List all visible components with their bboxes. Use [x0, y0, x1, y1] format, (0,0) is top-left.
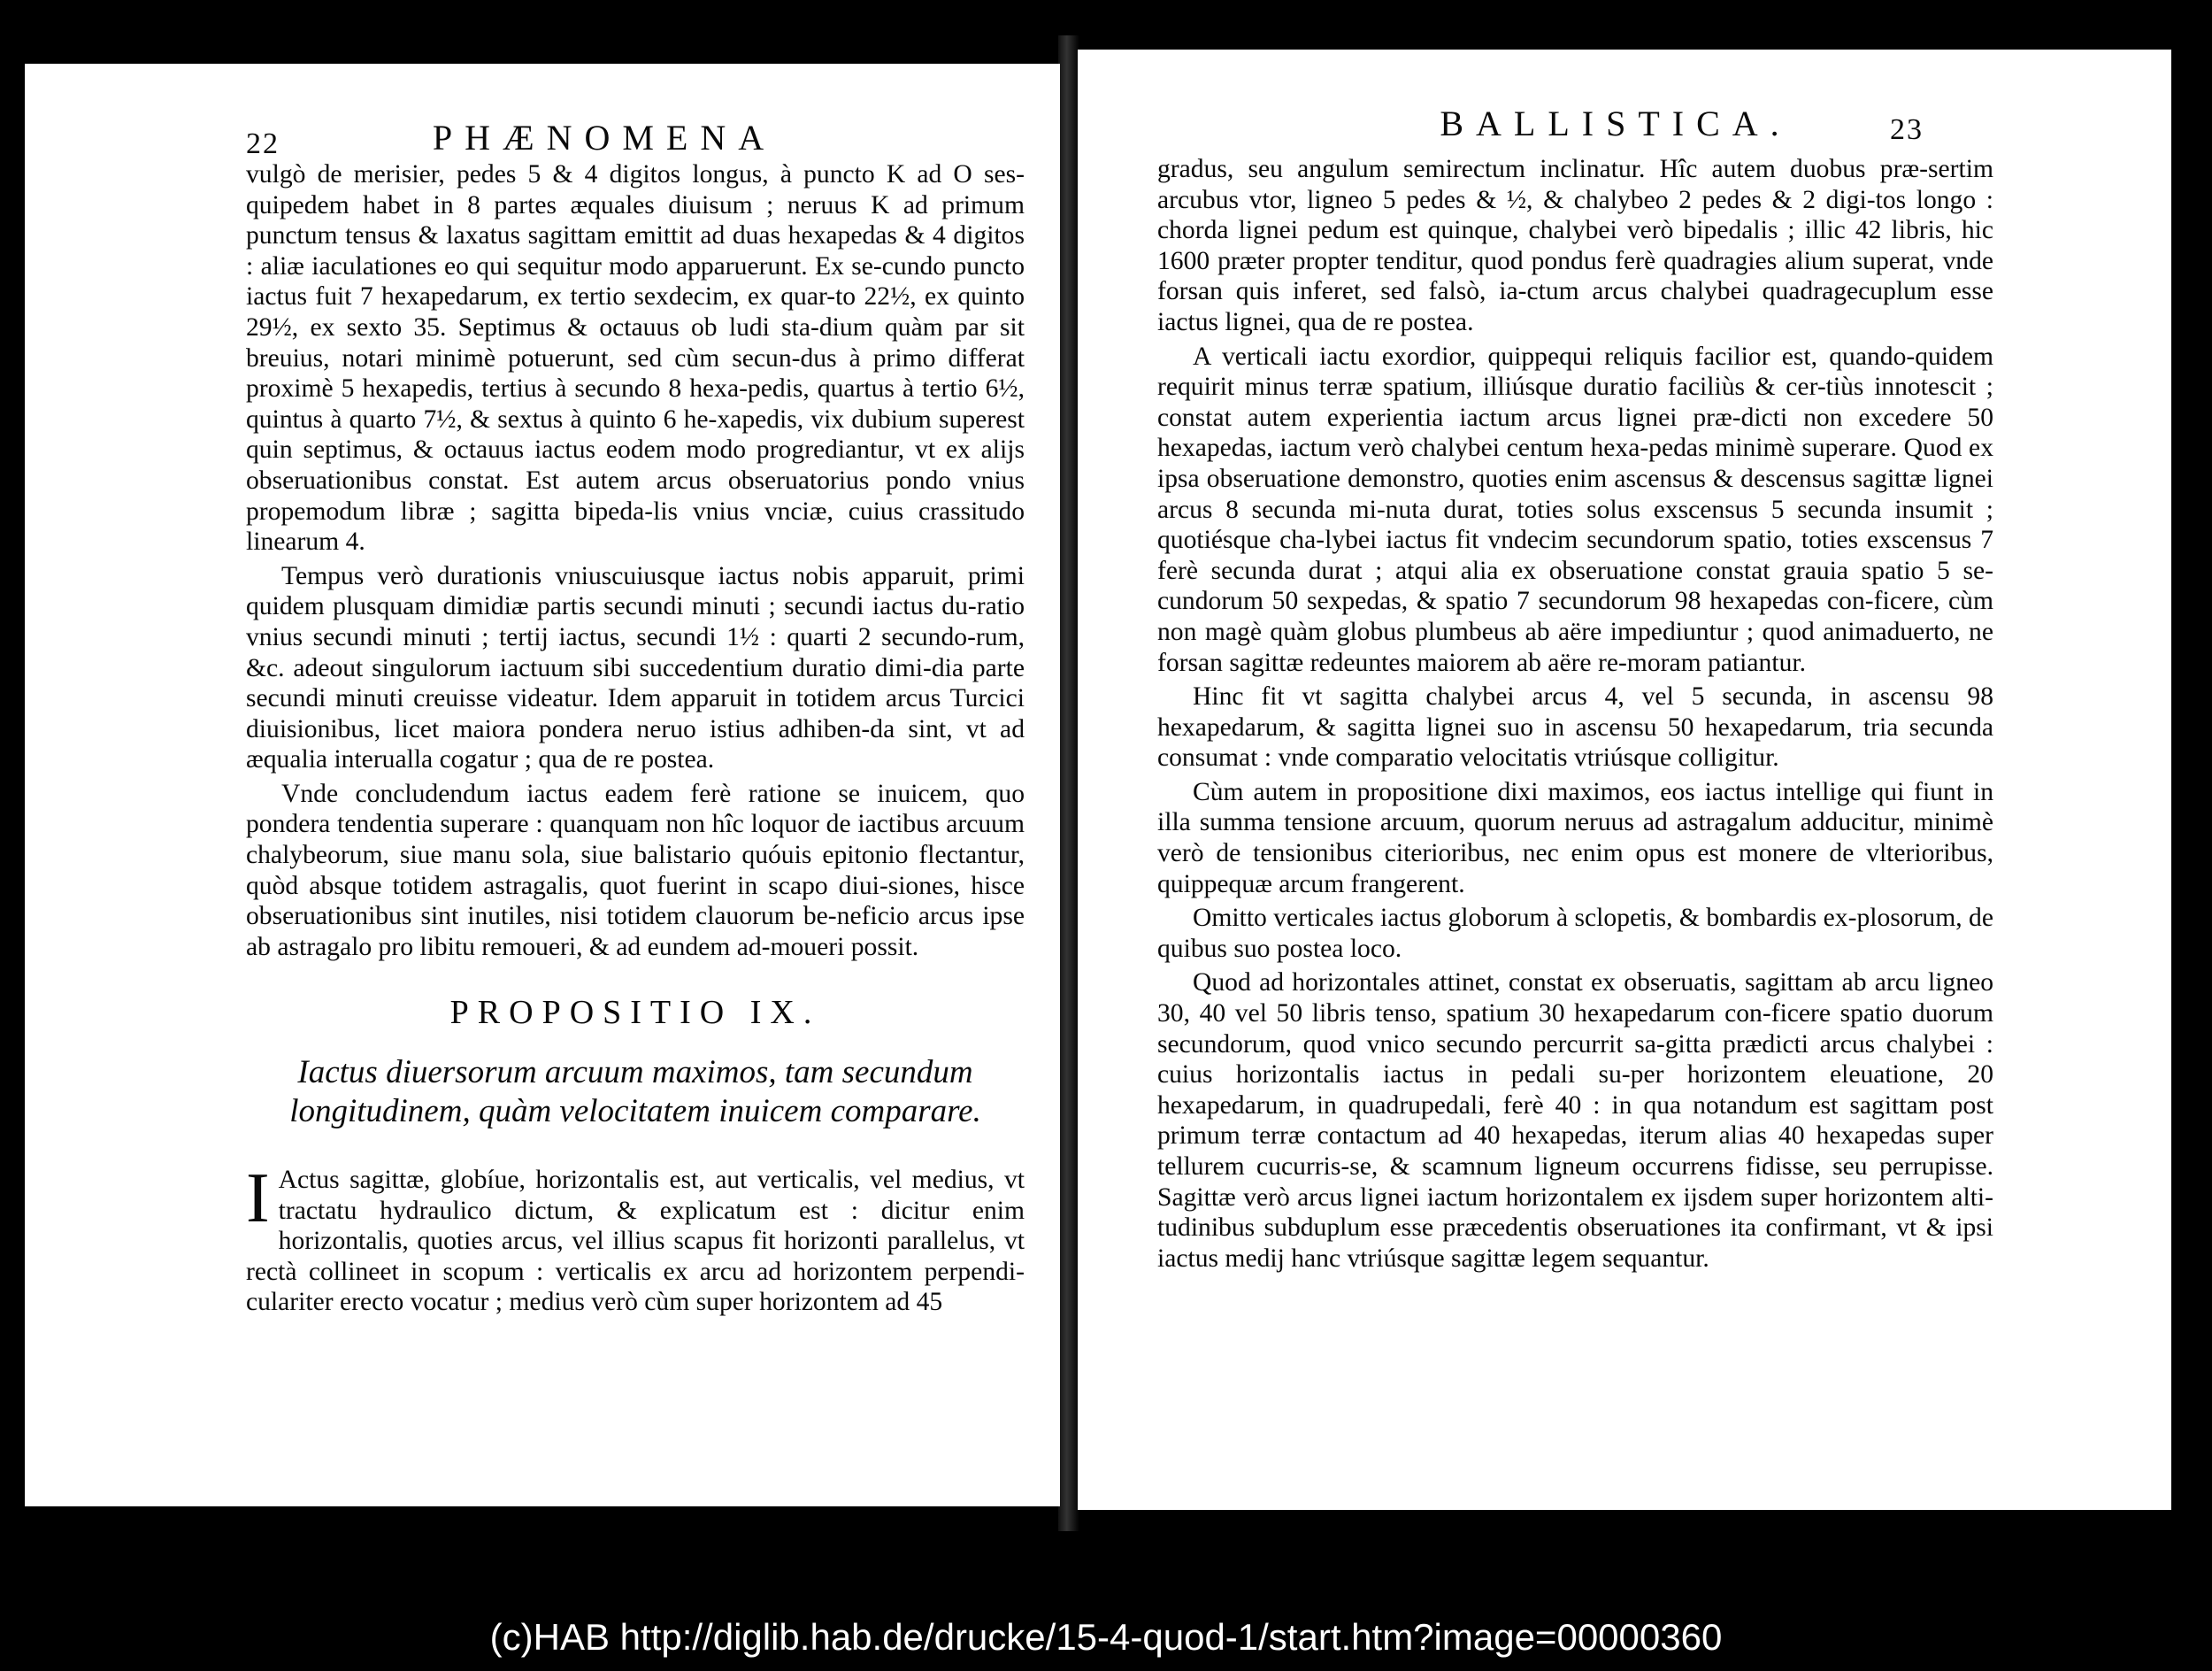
proposition-heading: PROPOSITIO IX. [449, 994, 821, 1032]
book-gutter [1058, 35, 1079, 1531]
right-page-header [1078, 103, 2171, 156]
source-caption: (c)HAB http://diglib.hab.de/drucke/15-4-quod-1/start.htm?image=00000360 [489, 1616, 1723, 1658]
paragraph: Vnde concludendum iactus eadem ferè ratione se inuicem, quo pondera tendentia superare : quanquam non hîc loquor de iactibus arcuum chalybeorum, siue manu sola, siue balistario quóuis epitonio flectantur, quòd absque totidem astragalis, quot fuerint in scapo diui-siones, hisce obseruationibus sint inutiles, nisi totidem clauorum be-neficio arcus ipse ab astragalo pro libitu remoueri, & ad eundem ad-moueri possit. [246, 779, 1025, 961]
paragraph: Hinc fit vt sagitta chalybei arcus 4, vel 5 secunda, in ascensu 98 hexapedarum, & sagitta lignei suo in ascensu 50 hexapedarum, tria secunda consumat : vnde comparatio velocitatis vtriúsque colligitur. [1157, 682, 1993, 773]
left-page [25, 64, 1060, 1506]
paragraph: Quod ad horizontales attinet, constat ex obseruatis, sagittam ab arcu ligneo 30, 40 vel 50 libris tenso, spatium 30 hexapedarum con-ficere spatio duorum secundorum, quod vnico secundo percurrit sa-gitta prædicti arcus chalybei : cuius horizontalis iactus in pedali su-per horizontem eleuatione, 20 hexapedarum, in quadrupedali, ferè 40 : in qua notandum est sagittam post primum terræ contactum ad 40 hexapedas, iterum alias 40 hexapedas super tellurem cucurris-se, & scamnum ligneum occurrens fidisse, seu perrupisse. Sagittæ verò arcus lignei iactum horizontalem ex ijsdem super horizontem alti-tudinibus subduplum esse præcedentis obseruationes ita confirmant, vt & ipsi iactus medij hanc vtriúsque sagittæ legem sequantur. [1157, 968, 1993, 1273]
running-title: PHÆNOMENA [432, 118, 777, 158]
opening-paragraph [246, 1159, 1025, 1318]
drop-cap: I [246, 1159, 270, 1238]
right-page [1078, 50, 2171, 1510]
proposition-statement: Iactus diuersorum arcuum maximos, tam secundum longitudinem, quàm velocitatem inuicem comparare. [289, 1054, 981, 1130]
right-page-body [1157, 154, 1993, 1277]
paragraph: Omitto verticales iactus globorum à sclopetis, & bombardis ex-plosorum, de quibus suo postea loco. [1157, 904, 1993, 963]
left-page-body [246, 159, 1025, 1321]
paragraph: Cùm autem in propositione dixi maximos, eos iactus intellige qui fiunt in illa summa tensione arcuum, quorum neruus ad astragalum adducitur, minimè verò de tensionibus citerioribus, nec enim opus est monere de vlterioribus, quippequæ arcum frangerent. [1157, 777, 1993, 898]
opening-paragraph-text: Actus sagittæ, globíue, horizontalis est, aut verticalis, vel medius, vt tractatu hydraulico dictum, & explicatum est : dicitur enim horizontalis, quoties arcus, vel illius scapus fit horizonti parallelus, vt rectà collineet in scopum : verticalis ex arcu ad horizontem perpendi-culariter erecto vocatur ; medius verò cùm super horizontem ad 45 [246, 1166, 1025, 1317]
page-number: 23 [1890, 113, 1924, 146]
running-title: BALLISTICA. [1440, 104, 1792, 143]
paragraph: gradus, seu angulum semirectum inclinatur. Hîc autem duobus præ-sertim arcubus vtor, ligneo 5 pedes & ½, & chalybeo 2 pedes & 2 digi-tos longo : chorda lignei pedum est quinque, chalybei verò bipedalis ; illic 42 libris, hic 1600 præter propter tenditur, quod pondus ferè quadragies alium superat, vnde forsan quis inferet, sed falsò, ia-ctum arcus chalybei quadragecuplum esse iactus lignei, qua de re postea. [1157, 155, 1993, 336]
page-number: 22 [246, 127, 280, 160]
paragraph: Tempus verò durationis vniuscuiusque iactus nobis apparuit, primi quidem plusquam dimidiæ partis secundi minuti ; secundi iactus du-ratio vnius secundi minuti ; tertij iactus, secundi 1½ : quarti 2 secundo-rum, &c. adeout singulorum iactuum sibi succedentium duratio dimi-dia parte secundi minuti creuisse videatur. Idem apparuit in totidem arcus Turcici diuisionibus, licet maiora pondera neruo istius adhiben-da sint, vt ad æqualia interualla cogatur ; qua de re postea. [246, 561, 1025, 774]
paragraph: A verticali iactu exordior, quippequi reliquis facilior est, quando-quidem requirit minus terræ spatium, illiúsque duratio faciliùs & cer-tiùs innotescit ; constat autem experientia iactum arcus lignei præ-dicti non excedere 50 hexapedas, iactum verò chalybei centum hexa-pedas minimè superare. Quod ex ipsa obseruatione demonstro, quoties enim ascensus & descensus sagittæ lignei arcus 8 secunda mi-nuta durat, toties solus exscensus 5 secunda insumit ; quotiésque cha-lybei iactus fit vndecim secundorum spatio, toties exscensus 7 ferè secunda durat ; atqui alia ex obseruatione constat grauia spatio 5 se-cundorum 50 sexpedas, & spatio 7 secundorum 98 hexapedas con-ficere, cùm non magè quàm globus plumbeus ab aëre impediuntur ; quod animaduerto, ne forsan sagittæ redeuntes maiorem ab aëre re-moram patiantur. [1157, 342, 1993, 677]
paragraph: vulgò de merisier, pedes 5 & 4 digitos longus, à puncto K ad O ses-quipedem habet in 8 partes æquales diuisum ; neruus K ad primum punctum tensus & laxatus sagittam emittit ad duas hexapedas & 4 digitos : aliæ iaculationes eo qui sequitur modo apparuerunt. Ex se-cundo puncto iactus fuit 7 hexapedarum, ex tertio sexdecim, ex quar-to 22½, ex quinto 29½, ex sexto 35. Septimus & octauus ob ludi sta-dium quàm par sit breuius, notari minimè potuerunt, sed cùm secun-dus à primo differat proximè 5 hexapedis, tertius à secundo 8 hexa-pedis, quartus à tertio 6½, quintus à quarto 7½, & sextus à quinto 6 he-xapedis, vix dubium superest quin septimus, & octauus iactus eodem modo progrediantur, vt ex alijs obseruationibus constat. Est autem arcus obseruatorius pondo vnius propemodum libræ ; sagitta bipeda-lis vnius vnciæ, cuius crassitudo linearum 4. [246, 160, 1025, 557]
